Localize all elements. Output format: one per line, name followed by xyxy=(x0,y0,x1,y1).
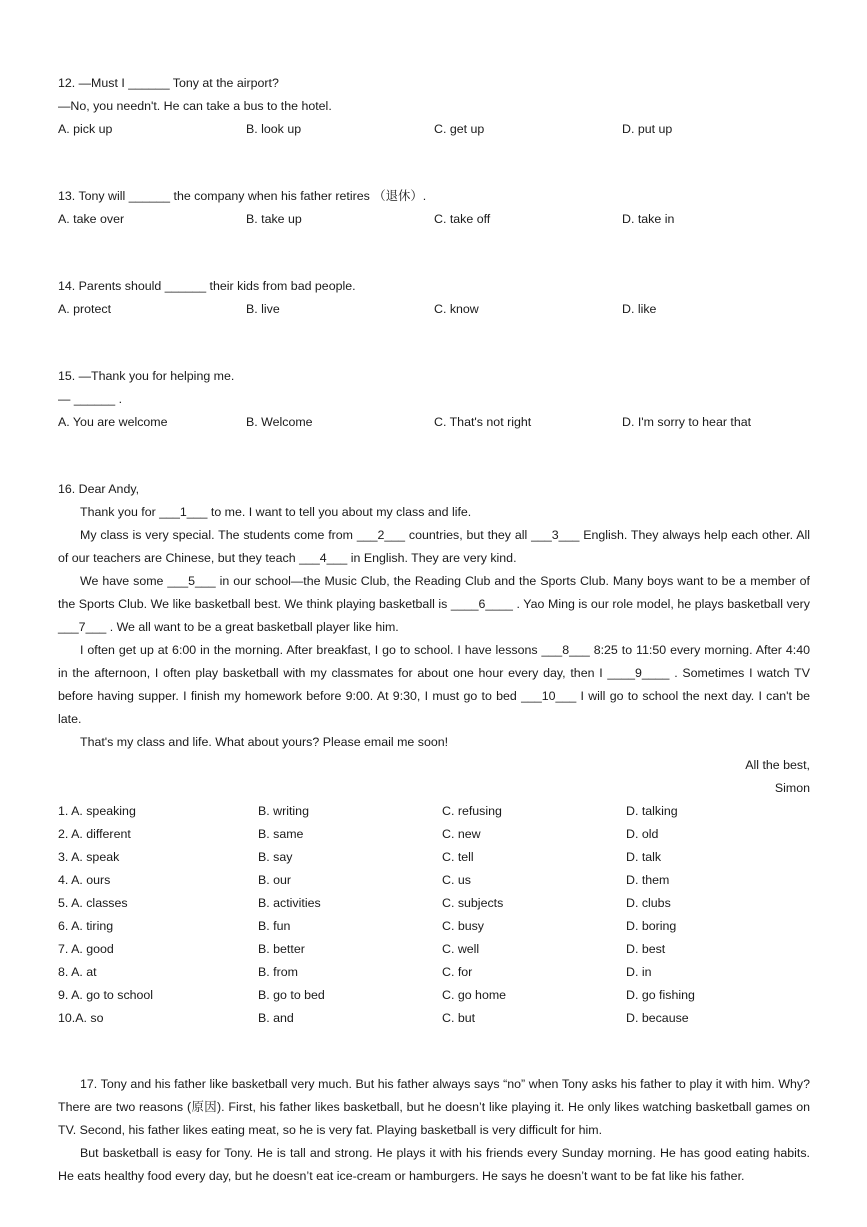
option-c[interactable]: C. know xyxy=(434,302,479,316)
blank-6: ____6____ xyxy=(450,597,513,611)
blank-4: ___4___ xyxy=(299,551,348,565)
blank-7: ___7___ xyxy=(58,620,107,634)
answer-options xyxy=(58,298,810,321)
cloze-option-row xyxy=(58,961,810,984)
option-c[interactable]: C. well xyxy=(442,942,480,956)
option-d[interactable]: D. like xyxy=(622,302,657,316)
option-c[interactable]: C. new xyxy=(442,827,481,841)
option-d[interactable]: D. clubs xyxy=(626,896,671,910)
option-a[interactable]: 7. A. good xyxy=(58,942,114,956)
option-c[interactable]: C. us xyxy=(442,873,471,887)
question-13 xyxy=(58,185,810,231)
cloze-option-row xyxy=(58,869,810,892)
dialogue-reply: — ______ . xyxy=(58,392,123,406)
option-b[interactable]: B. go to bed xyxy=(258,988,325,1002)
option-b[interactable]: B. fun xyxy=(258,919,291,933)
option-c[interactable]: C. take off xyxy=(434,212,491,226)
blank-5: ___5___ xyxy=(167,574,216,588)
worksheet-page xyxy=(58,72,810,1188)
option-d[interactable]: D. best xyxy=(626,942,666,956)
option-a[interactable]: A. protect xyxy=(58,302,112,316)
option-a[interactable]: 5. A. classes xyxy=(58,896,128,910)
option-a[interactable]: A. You are welcome xyxy=(58,415,168,429)
blank-9: ____9____ xyxy=(607,666,670,680)
question-stem: 13. Tony will ______ the company when his father retires （退休）. xyxy=(58,189,427,203)
cloze-option-row xyxy=(58,823,810,846)
answer-options xyxy=(58,208,810,231)
letter-paragraph-2: My class is very special. The students come from ___2___ countries, but they all ___3___ English. They always help each other. All of our teachers are Chinese, but they teach ___4___ in English. They are very kind. xyxy=(58,528,810,565)
option-c[interactable]: C. That's not right xyxy=(434,415,532,429)
question-15 xyxy=(58,365,810,434)
blank-3: ___3___ xyxy=(531,528,580,542)
answer-options xyxy=(58,118,810,141)
option-b[interactable]: B. say xyxy=(258,850,293,864)
option-b[interactable]: B. activities xyxy=(258,896,321,910)
cloze-option-row xyxy=(58,846,810,869)
question-stem: 14. Parents should ______ their kids from bad people. xyxy=(58,279,356,293)
option-b[interactable]: B. Welcome xyxy=(246,415,313,429)
option-d[interactable]: D. them xyxy=(626,873,670,887)
option-d[interactable]: D. boring xyxy=(626,919,677,933)
blank-10: ___10___ xyxy=(521,689,577,703)
option-a[interactable]: A. pick up xyxy=(58,122,113,136)
letter-paragraph-3: We have some ___5___ in our school—the Music Club, the Reading Club and the Sports Club. Many boys want to be a member of the Sports Club. We like basketball best. We think playing basketball is ____6____ . Yao Ming is our role model, he plays basketball very ___7___ . We all want to be a great basketball player like him. xyxy=(58,574,810,634)
cloze-option-row xyxy=(58,915,810,938)
option-b[interactable]: B. from xyxy=(258,965,298,979)
option-d[interactable]: D. talking xyxy=(626,804,678,818)
option-a[interactable]: 6. A. tiring xyxy=(58,919,114,933)
cloze-options xyxy=(58,800,810,1030)
blank-2: ___2___ xyxy=(356,528,406,542)
letter-closing: All the best, xyxy=(745,758,810,772)
option-a[interactable]: 1. A. speaking xyxy=(58,804,136,818)
option-c[interactable]: C. busy xyxy=(442,919,485,933)
option-a[interactable]: 3. A. speak xyxy=(58,850,120,864)
question-stem: 15. —Thank you for helping me. xyxy=(58,369,235,383)
letter-paragraph-5: That's my class and life. What about yours? Please email me soon! xyxy=(80,735,449,749)
option-c[interactable]: C. but xyxy=(442,1011,476,1025)
option-a[interactable]: A. take over xyxy=(58,212,125,226)
option-c[interactable]: C. go home xyxy=(442,988,507,1002)
option-b[interactable]: B. look up xyxy=(246,122,302,136)
option-c[interactable]: C. for xyxy=(442,965,473,979)
question-14 xyxy=(58,275,810,321)
option-a[interactable]: 9. A. go to school xyxy=(58,988,154,1002)
cloze-option-row xyxy=(58,1007,810,1030)
option-d[interactable]: D. I'm sorry to hear that xyxy=(622,415,752,429)
letter-paragraph-4: I often get up at 6:00 in the morning. After breakfast, I go to school. I have lessons ___8___ 8:25 to 11:50 every morning. After 4:40 in the afternoon, I often play basketball with my classmates for about one hour every day, then I ____9____ . Sometimes I watch TV before having supper. I finish my homework before 9:00. At 9:30, I must go to bed ___10___ I will go to school the next day. I can't be late. xyxy=(58,643,811,726)
cloze-option-row xyxy=(58,892,810,915)
option-b[interactable]: B. and xyxy=(258,1011,294,1025)
option-d[interactable]: D. go fishing xyxy=(626,988,695,1002)
cloze-option-row xyxy=(58,938,810,961)
option-b[interactable]: B. take up xyxy=(246,212,302,226)
reading-paragraph-2: But basketball is easy for Tony. He is tall and strong. He plays it with his friends every Sunday morning. He has good eating habits. He eats healthy food every day, but he doesn’t eat ice-cream or hamburgers. He says he doesn’t want to be fat like his father. xyxy=(58,1146,810,1183)
option-b[interactable]: B. writing xyxy=(258,804,309,818)
blank-8: ___8___ xyxy=(541,643,590,657)
option-d[interactable]: D. talk xyxy=(626,850,662,864)
option-b[interactable]: B. our xyxy=(258,873,292,887)
question-12 xyxy=(58,72,810,141)
option-c[interactable]: C. subjects xyxy=(442,896,504,910)
option-c[interactable]: C. tell xyxy=(442,850,474,864)
option-b[interactable]: B. same xyxy=(258,827,304,841)
option-b[interactable]: B. better xyxy=(258,942,305,956)
cloze-option-row xyxy=(58,984,810,1007)
cloze-option-row xyxy=(58,800,810,823)
question-16 xyxy=(58,478,810,1030)
question-17 xyxy=(58,1073,810,1188)
option-d[interactable]: D. because xyxy=(626,1011,689,1025)
letter-signature: Simon xyxy=(774,781,810,795)
reading-paragraph-1: 17. Tony and his father like basketball very much. But his father always says “no” when Tony asks his father to play it with him. Why? There are two reasons (原因). First, his father likes basketball, but he doesn’t like playing it. He only likes watching basketball games on TV. Second, his father likes eating meat, so he is very fat. Playing basketball is very difficult for him. xyxy=(58,1077,810,1137)
option-d[interactable]: D. in xyxy=(626,965,652,979)
blank-1: ___1___ xyxy=(159,505,208,519)
option-b[interactable]: B. live xyxy=(246,302,280,316)
letter-paragraph-1: Thank you for ___1___ to me. I want to tell you about my class and life. xyxy=(80,505,472,519)
option-d[interactable]: D. take in xyxy=(622,212,675,226)
option-a[interactable]: 4. A. ours xyxy=(58,873,111,887)
option-a[interactable]: 8. A. at xyxy=(58,965,97,979)
answer-options xyxy=(58,411,810,434)
option-d[interactable]: D. old xyxy=(626,827,659,841)
question-stem: 12. —Must I ______ Tony at the airport? xyxy=(58,76,279,90)
option-c[interactable]: C. get up xyxy=(434,122,485,136)
option-a[interactable]: 10.A. so xyxy=(58,1011,104,1025)
option-d[interactable]: D. put up xyxy=(622,122,673,136)
dialogue-reply: —No, you needn't. He can take a bus to the hotel. xyxy=(58,99,332,113)
option-a[interactable]: 2. A. different xyxy=(58,827,131,841)
option-c[interactable]: C. refusing xyxy=(442,804,502,818)
letter-greeting: 16. Dear Andy, xyxy=(58,482,140,496)
